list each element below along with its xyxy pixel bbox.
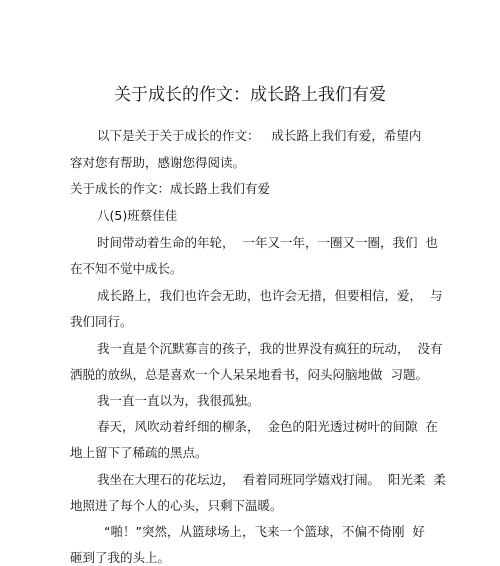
document-title: 关于成长的作文：成长路上我们有爱 (114, 85, 386, 105)
paragraph-line: 地照进了每个人的心头，只剩下温暖。 (70, 498, 283, 513)
paragraph-line: 在不知不觉中成长。 (70, 261, 183, 276)
paragraph-line: “啪！”突然，从篮球场上，飞来一个篮球，不偏不倚刚 好 (104, 524, 425, 539)
paragraph-line: 我一直一直以为，我很孤独。 (97, 393, 260, 408)
paragraph-line: 春天，风吹动着纤细的柳条， 金色的阳光透过树叶的间隙 在 (97, 419, 438, 434)
paragraph-line: 洒脱的放纵，总是喜欢一个人呆呆地看书，闷头闷脑地做 习题。 (70, 367, 428, 382)
paragraph-line: 我坐在大理石的花坛边， 看着同班同学嬉戏打闹。 阳光柔 柔 (97, 472, 446, 487)
paragraph-line: 时间带动着生命的年轮， 一年又一年，一圈又一圈，我们 也 (97, 235, 438, 250)
paragraph-line: 成长路上，我们也许会无助，也许会无措，但要相信，爱， 与 (97, 288, 443, 303)
paragraph-line: 砸到了我的头上。 (70, 550, 171, 565)
paragraph-line: 地上留下了稀疏的黑点。 (70, 445, 208, 460)
paragraph-line: 我一直是个沉默寡言的孩子，我的世界没有疯狂的玩动， 没有 (97, 341, 443, 356)
paragraph-line: 八(5)班蔡佳佳 (97, 208, 178, 223)
paragraph-line: 以下是关于关于成长的作文： 成长路上我们有爱，希望内 (97, 128, 422, 143)
paragraph-line: 容对您有帮助，感谢您得阅读。 (70, 155, 246, 170)
paragraph-line: 关于成长的作文：成长路上我们有爱 (70, 181, 271, 196)
paragraph-line: 我们同行。 (70, 314, 133, 329)
